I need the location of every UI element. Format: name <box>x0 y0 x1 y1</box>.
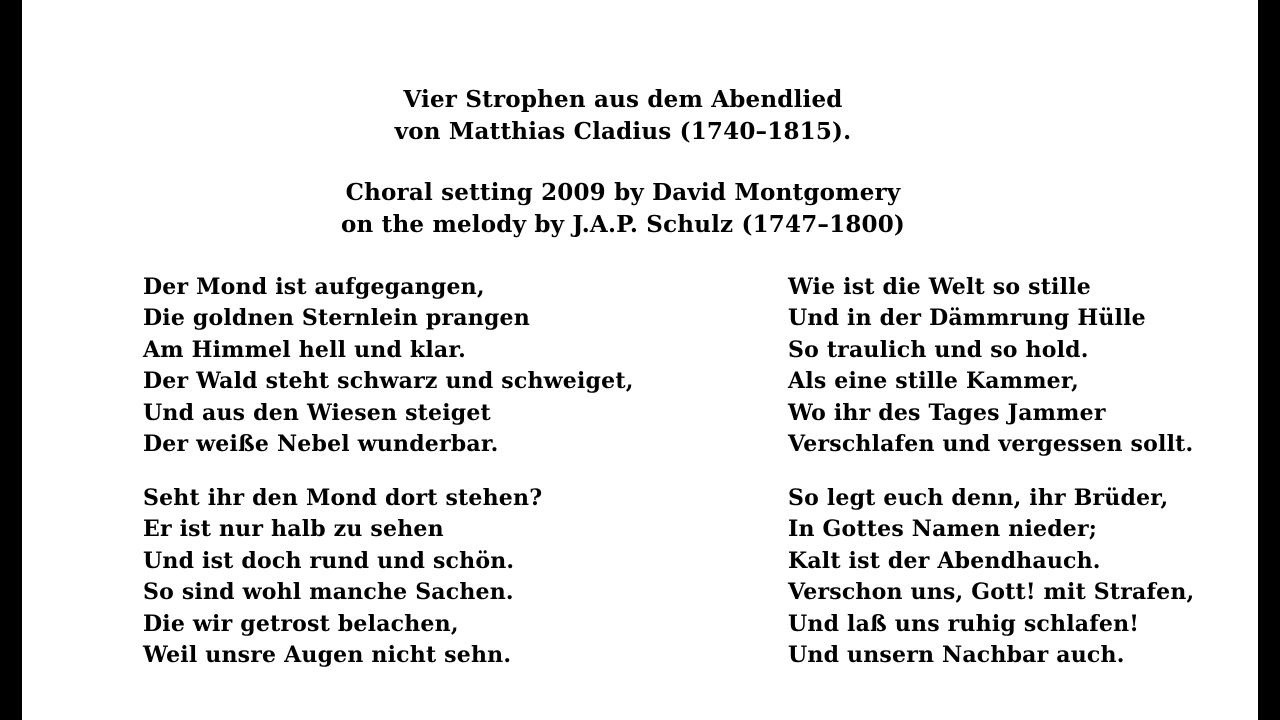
verse-line: Der weiße Nebel wunderbar. <box>143 431 499 458</box>
verse-line: Verschon uns, Gott! mit Strafen, <box>788 579 1195 606</box>
verse-line: Als eine stille Kammer, <box>788 368 1079 395</box>
verse-line: Die goldnen Sternlein prangen <box>143 305 530 332</box>
verse-line: Und aus den Wiesen steiget <box>143 399 491 426</box>
document-page <box>22 0 1258 720</box>
stanza-4 <box>788 483 1194 671</box>
author-line: von Matthias Cladius (1740–1815). <box>394 118 852 145</box>
verse-line: Verschlafen und vergessen sollt. <box>788 431 1194 458</box>
stanza-1 <box>143 272 634 460</box>
melody-credit-line: on the melody by J.A.P. Schulz (1747–1800) <box>340 211 906 238</box>
verse-line: Der Mond ist aufgegangen, <box>143 274 485 300</box>
verse-line: Am Himmel hell und klar. <box>143 336 467 363</box>
verse-line: Kalt ist der Abendhauch. <box>788 547 1101 574</box>
verse-line: Er ist nur halb zu sehen <box>143 516 444 543</box>
verse-line: So sind wohl manche Sachen. <box>143 579 514 606</box>
title-line: Vier Strophen aus dem Abendlied <box>403 86 843 113</box>
stanza-3 <box>788 272 1193 460</box>
verse-line: Wie ist die Welt so stille <box>788 274 1091 300</box>
verse-line: Und in der Dämmrung Hülle <box>788 305 1146 332</box>
verse-line: Und unsern Nachbar auch. <box>788 642 1125 669</box>
stanza-2 <box>143 483 542 671</box>
verse-line: Seht ihr den Mond dort stehen? <box>143 485 543 511</box>
verse-line: Und ist doch rund und schön. <box>143 547 515 574</box>
verse-line: So legt euch denn, ihr Brüder, <box>788 485 1169 511</box>
verse-line: Weil unsre Augen nicht sehn. <box>143 642 512 669</box>
verse-line: Wo ihr des Tages Jammer <box>788 399 1106 426</box>
verse-line: So traulich und so hold. <box>788 336 1089 363</box>
verse-line: In Gottes Namen nieder; <box>788 516 1098 543</box>
verse-line: Die wir getrost belachen, <box>143 610 459 637</box>
setting-credit-line: Choral setting 2009 by David Montgomery <box>345 179 901 206</box>
setting-credit-block <box>22 177 1224 241</box>
verse-line: Der Wald steht schwarz und schweiget, <box>143 368 634 395</box>
title-block <box>22 84 1224 148</box>
verse-line: Und laß uns ruhig schlafen! <box>788 610 1140 637</box>
